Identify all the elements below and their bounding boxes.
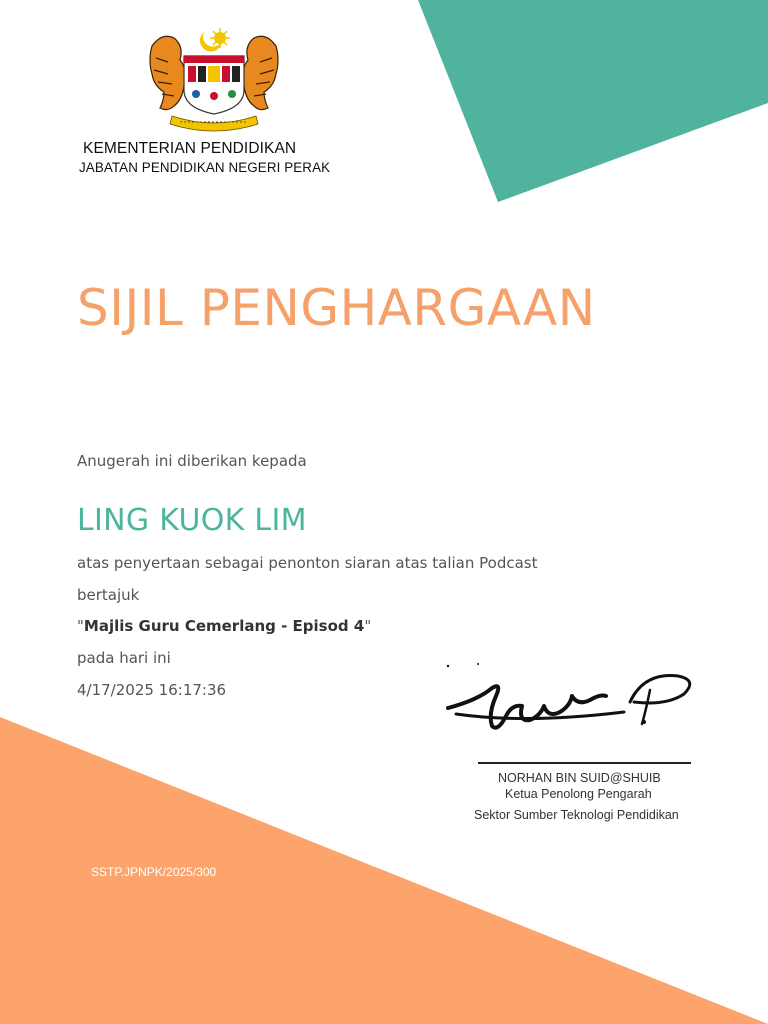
open-quote: " bbox=[77, 617, 84, 635]
signatory-sector: Sektor Sumber Teknologi Pendidikan bbox=[474, 808, 679, 822]
date-intro-text: pada hari ini bbox=[77, 649, 171, 667]
close-quote: " bbox=[364, 617, 372, 635]
signature-line bbox=[478, 762, 691, 764]
participation-text: atas penyertaan sebagai penonton siaran atas talian Podcast bbox=[77, 554, 538, 572]
recipient-name: LING KUOK LIM bbox=[77, 503, 307, 538]
certificate-title: SIJIL PENGHARGAAN bbox=[77, 279, 596, 337]
issue-timestamp: 4/17/2025 16:17:36 bbox=[77, 681, 227, 699]
award-intro-text: Anugerah ini diberikan kepada bbox=[77, 452, 307, 470]
teal-corner-shape bbox=[418, 0, 768, 202]
titled-text: bertajuk bbox=[77, 586, 140, 604]
ministry-name: KEMENTERIAN PENDIDIKAN bbox=[83, 140, 297, 157]
handwritten-signature-icon bbox=[444, 660, 744, 752]
department-name: JABATAN PENDIDIKAN NEGERI PERAK bbox=[79, 160, 331, 175]
reference-number: SSTP.JPNPK/2025/300 bbox=[91, 865, 217, 879]
program-name: Majlis Guru Cemerlang - Episod 4 bbox=[83, 617, 365, 635]
signatory-title: Ketua Penolong Pengarah bbox=[505, 787, 652, 801]
malaysia-coat-of-arms-icon bbox=[138, 24, 290, 136]
signatory-name: NORHAN BIN SUID@SHUIB bbox=[498, 771, 661, 785]
program-title bbox=[77, 617, 371, 635]
